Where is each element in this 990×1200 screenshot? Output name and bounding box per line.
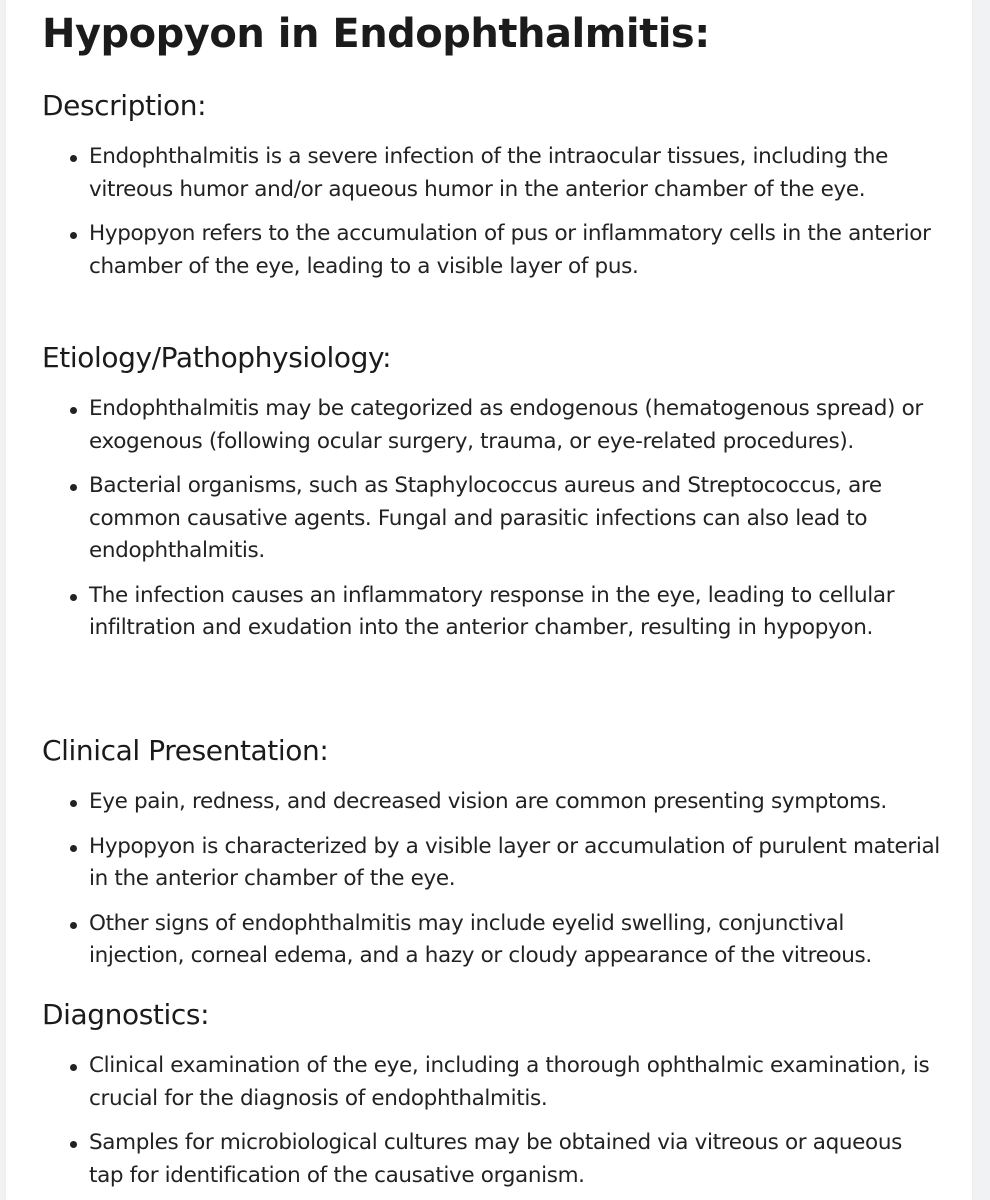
section-description [42,86,942,283]
page-title: Hypopyon in Endophthalmitis: [42,11,710,57]
list-item: Clinical examination of the eye, including a thorough ophthalmic examination, is crucial for the diagnosis of endophthalmitis. [42,1050,942,1115]
section-etiology [42,338,942,645]
bullet-list [42,393,942,645]
section-heading: Description: [42,89,207,122]
list-item: The infection causes an inflammatory response in the eye, leading to cellular infiltration and exudation into the anterior chamber, resulting in hypopyon. [42,580,942,645]
section-diagnostics [42,995,942,1192]
list-item: Other signs of endophthalmitis may include eyelid swelling, conjunctival injection, corneal edema, and a hazy or cloudy appearance of the vitreous. [42,908,942,973]
list-item: Bacterial organisms, such as Staphylococcus aureus and Streptococcus, are common causative agents. Fungal and parasitic infections can also lead to endophthalmitis. [42,470,942,568]
document-content [42,0,942,1188]
section-clinical-presentation [42,731,942,973]
section-heading: Clinical Presentation: [42,734,329,767]
section-heading: Etiology/Pathophysiology: [42,341,392,374]
section-heading: Diagnostics: [42,998,210,1031]
list-item: Endophthalmitis is a severe infection of the intraocular tissues, including the vitreous humor and/or aqueous humor in the anterior chamber of the eye. [42,141,942,206]
list-item: Samples for microbiological cultures may be obtained via vitreous or aqueous tap for identification of the causative organism. [42,1127,942,1192]
list-item: Hypopyon refers to the accumulation of pus or inflammatory cells in the anterior chamber of the eye, leading to a visible layer of pus. [42,218,942,283]
document-page [6,0,972,1200]
bullet-list [42,1050,942,1192]
bullet-list [42,141,942,283]
bullet-list [42,786,942,973]
list-item: Eye pain, redness, and decreased vision are common presenting symptoms. [42,786,942,819]
list-item: Hypopyon is characterized by a visible layer or accumulation of purulent material in the anterior chamber of the eye. [42,831,942,896]
list-item: Endophthalmitis may be categorized as endogenous (hematogenous spread) or exogenous (following ocular surgery, trauma, or eye-related procedures). [42,393,942,458]
